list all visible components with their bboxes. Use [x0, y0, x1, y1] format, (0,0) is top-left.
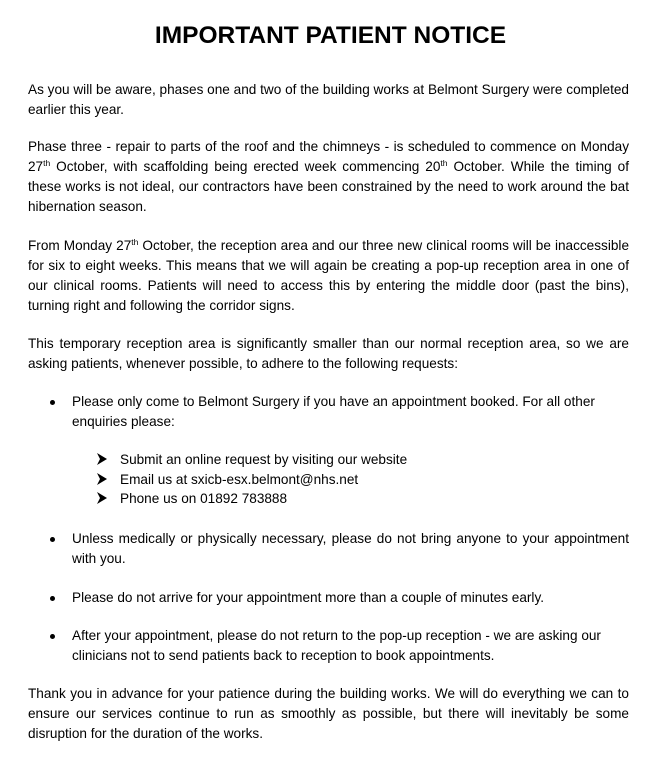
superscript: th [440, 158, 448, 168]
text-segment: Phase three - repair to parts of the roof and the chimneys - is scheduled to commence on Monday 27 [28, 139, 629, 174]
arrowhead-icon [96, 472, 108, 486]
sub-list-text: Submit an online request by visiting our website [120, 452, 408, 467]
sub-list-item [0, 450, 661, 470]
arrowhead-icon [96, 452, 108, 466]
superscript: th [131, 237, 139, 247]
sub-list-item [0, 470, 661, 490]
closing-paragraph: Thank you in advance for your patience during the building works. We will do everything we can to ensure our services continue to run as smoothly as possible, but there will inevitably be some disruption for the duration of the works. [28, 686, 629, 741]
text-segment: October. While the timing of these works is not ideal, our contractors have been constrained by the need to work around the bat hibernation season. [28, 159, 629, 214]
bullet-text: Unless medically or physically necessary, please do not bring anyone to your appointment with you. [72, 531, 629, 566]
reception-closure-paragraph [28, 236, 629, 316]
bullet-text: Please only come to Belmont Surgery if you have an appointment booked. For all other enquiries please: [72, 394, 595, 429]
sub-list-text: Phone us on 01892 783888 [120, 491, 288, 506]
text-segment: From Monday 27 [28, 238, 132, 253]
sub-list-item [0, 489, 661, 509]
bullet-text: Please do not arrive for your appointment more than a couple of minutes early. [72, 590, 545, 605]
page-title: IMPORTANT PATIENT NOTICE [154, 22, 507, 49]
phase-three-paragraph [28, 137, 629, 217]
bullet-dot-icon [50, 400, 55, 405]
bullet-dot-icon [50, 596, 55, 601]
sub-list-text: Email us at sxicb-esx.belmont@nhs.net [120, 472, 359, 487]
superscript: th [43, 158, 51, 168]
bullet-dot-icon [50, 634, 55, 639]
requests-intro-paragraph: This temporary reception area is significantly smaller than our normal reception area, so we are asking patients, whenever possible, to adhere to the following requests: [28, 336, 629, 371]
bullet-text: After your appointment, please do not return to the pop-up reception - we are asking our clinicians not to send patients back to reception to book appointments. [72, 628, 601, 663]
arrowhead-icon [96, 491, 108, 505]
intro-paragraph: As you will be aware, phases one and two of the building works at Belmont Surgery were completed earlier this year. [28, 82, 629, 117]
text-segment: October, the reception area and our three new clinical rooms will be inaccessible for six to eight weeks. This means that we will again be creating a pop-up reception area in one of our clinical rooms. Patients will need to access this by entering the middle door (past the bins), turning right and following the corridor signs. [28, 238, 629, 313]
bullet-dot-icon [50, 537, 55, 542]
text-segment: October, with scaffolding being erected week commencing 20 [50, 159, 441, 174]
